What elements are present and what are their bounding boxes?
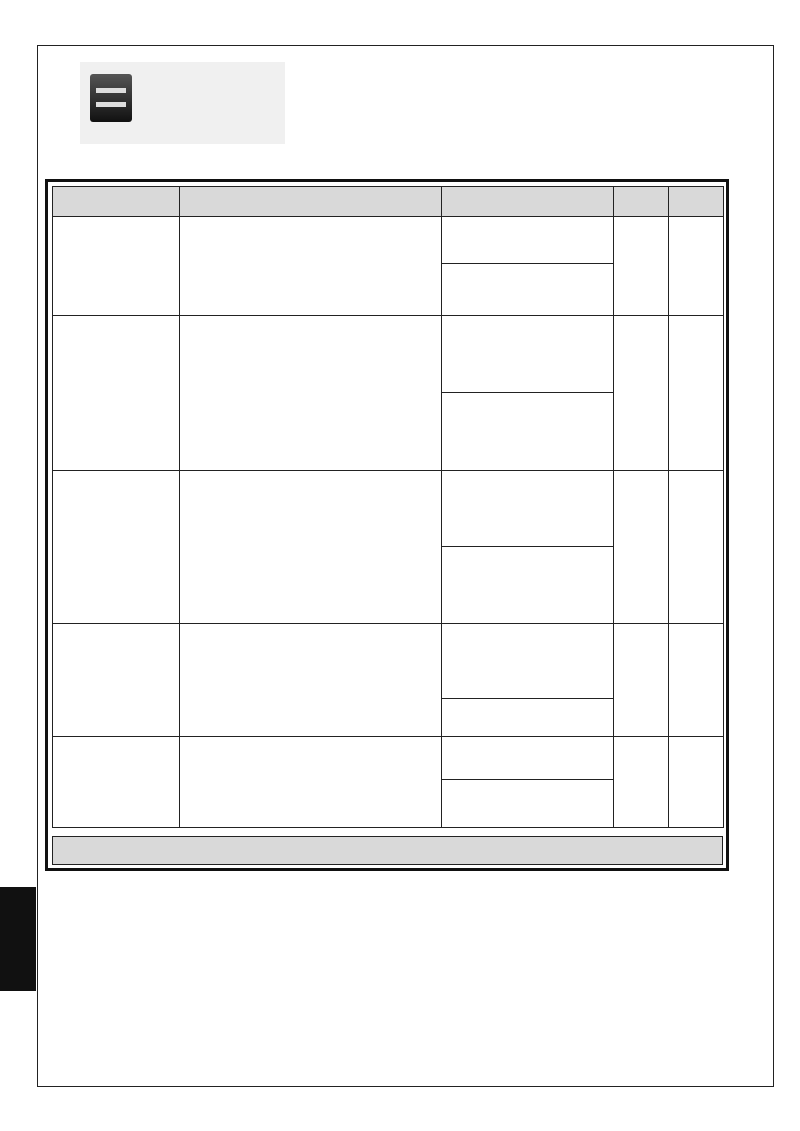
route-name-cell — [53, 471, 180, 624]
route-features-cell — [180, 624, 442, 737]
route-name-cell — [53, 624, 180, 737]
table-row — [53, 316, 724, 393]
route-features-cell — [180, 737, 442, 828]
header-route-name — [53, 187, 180, 217]
dates-december-cell — [442, 547, 614, 624]
table-row — [53, 737, 724, 780]
trade-price-cell — [614, 737, 669, 828]
side-tab — [0, 887, 36, 991]
trade-price-cell — [614, 217, 669, 316]
table-row — [53, 624, 724, 699]
route-name-cell — [53, 316, 180, 471]
dates-november-cell — [442, 316, 614, 393]
header-features — [180, 187, 442, 217]
dates-november-cell — [442, 737, 614, 780]
dates-november-cell — [442, 471, 614, 547]
logo — [80, 62, 285, 144]
trade-price-cell — [614, 624, 669, 737]
route-name-cell — [53, 217, 180, 316]
route-name-cell — [53, 737, 180, 828]
dates-november-cell — [442, 217, 614, 264]
header-trade-price — [614, 187, 669, 217]
logo-block-icon — [90, 74, 132, 122]
dates-december-cell — [442, 264, 614, 316]
page-footer — [104, 1096, 112, 1111]
header-direct-price — [669, 187, 724, 217]
direct-price-cell — [669, 737, 724, 828]
trade-price-cell — [614, 471, 669, 624]
direct-price-cell — [669, 471, 724, 624]
table-footer — [52, 836, 723, 865]
dates-december-cell — [442, 393, 614, 471]
dates-november-cell — [442, 624, 614, 699]
table-row — [53, 217, 724, 264]
trade-price-cell — [614, 316, 669, 471]
direct-price-cell — [669, 316, 724, 471]
route-features-cell — [180, 217, 442, 316]
dates-december-cell — [442, 699, 614, 737]
table-header-row — [53, 187, 724, 217]
table-row — [53, 471, 724, 547]
route-features-cell — [180, 316, 442, 471]
route-features-cell — [180, 471, 442, 624]
routes-table — [52, 186, 724, 828]
header-dates — [442, 187, 614, 217]
dates-december-cell — [442, 780, 614, 828]
direct-price-cell — [669, 217, 724, 316]
direct-price-cell — [669, 624, 724, 737]
